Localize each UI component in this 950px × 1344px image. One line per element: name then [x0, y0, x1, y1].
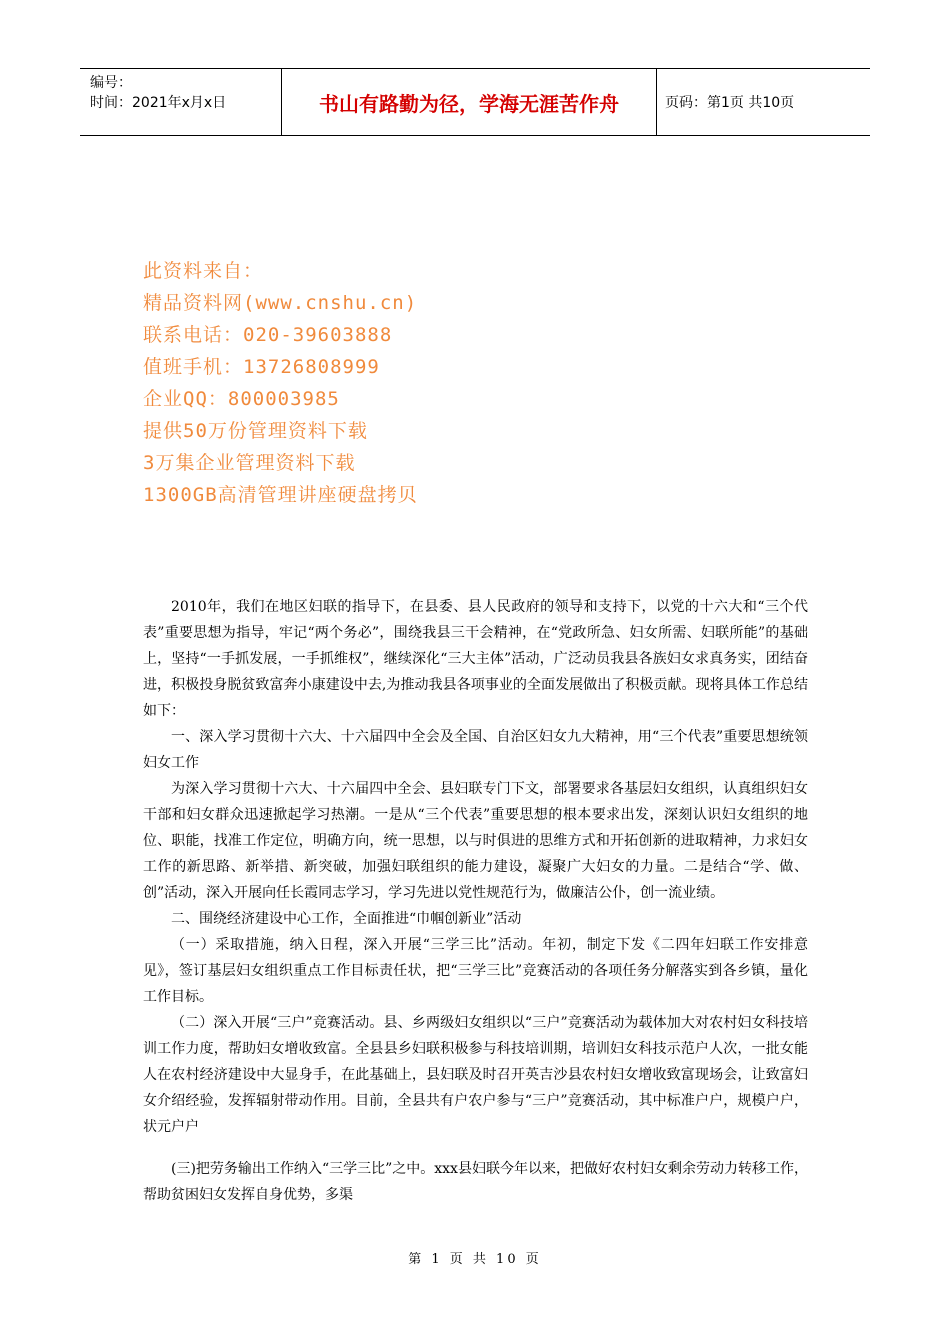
paragraph: (三)把劳务输出工作纳入“三学三比”之中。xxx县妇联今年以来，把做好农村妇女剩余劳动力转移工作，帮助贫困妇女发挥自身优势，多渠 — [143, 1161, 808, 1203]
ad-line: 联系电话：020-39603888 — [143, 324, 393, 346]
ad-line: 此资料来自： — [143, 260, 264, 282]
document-body — [143, 594, 808, 1208]
ad-line: 值班手机：13726808999 — [143, 356, 380, 378]
header-meta — [80, 69, 282, 135]
paragraph-intro: 2010年，我们在地区妇联的指导下，在县委、县人民政府的领导和支持下，以党的十六大和“三个代表”重要思想为指导，牢记“两个务必”，围绕我县三干会精神，在“党政所急、妇女所需、妇联所能”的基础上，坚持“一手抓发展，一手抓维权”，继续深化“三大主体”活动，广泛动员我县各族妇女求真务实，团结奋进，积极投身脱贫致富奔小康建设中去,为推动我县各项事业的全面发展做出了积极贡献。现将具体工作总结如下： — [143, 599, 808, 719]
number-label: 编号： — [90, 75, 132, 91]
header-motto: 书山有路勤为径，学海无涯苦作舟 — [282, 69, 657, 135]
ad-line: 精品资料网(www.cnshu.cn) — [143, 292, 418, 314]
ad-line: 企业QQ：800003985 — [143, 388, 340, 410]
page-footer: 第 1 页 共 10 页 — [408, 1252, 542, 1267]
header-page-info: 页码：第1页 共10页 — [665, 95, 795, 111]
paragraph: （二）深入开展“三户”竞赛活动。县、乡两级妇女组织以“三户”竞赛活动为载体加大对农村妇女科技培训工作力度，帮助妇女增收致富。全县县乡妇联积极参与科技培训期，培训妇女科技示范户人次，一批女能人在农村经济建设中大显身手，在此基础上，县妇联及时召开英吉沙县农村妇女增收致富现场会，让致富妇女介绍经验，发挥辐射带动作用。目前，全县共有户农户参与“三户”竞赛活动，其中标准户户，规模户户，状元户户 — [143, 1015, 808, 1135]
source-info-block — [143, 255, 418, 511]
ad-line: 提供50万份管理资料下载 — [143, 420, 368, 442]
ad-line: 3万集企业管理资料下载 — [143, 452, 356, 474]
paragraph: 为深入学习贯彻十六大、十六届四中全会、县妇联专门下文，部署要求各基层妇女组织，认真组织妇女干部和妇女群众迅速掀起学习热潮。一是从“三个代表”重要思想的根本要求出发，深刻认识妇女组织的地位、职能，找准工作定位，明确方向，统一思想，以与时俱进的思维方式和开拓创新的进取精神，力求妇女工作的新思路、新举措、新突破，加强妇联组织的能力建设，凝聚广大妇女的力量。二是结合“学、做、创”活动，深入开展向任长霞同志学习，学习先进以党性规范行为，做廉洁公仆，创一流业绩。 — [143, 781, 808, 901]
ad-line: 1300GB高清管理讲座硬盘拷贝 — [143, 484, 418, 506]
header-table — [80, 68, 870, 136]
paragraph: （一）采取措施，纳入日程，深入开展“三学三比”活动。年初，制定下发《二四年妇联工作安排意见》，签订基层妇女组织重点工作目标责任状，把“三学三比”竞赛活动的各项任务分解落实到各乡镇，量化工作目标。 — [143, 937, 808, 1005]
time-label: 时间：2021年x月x日 — [90, 95, 227, 111]
section-heading-1: 一、深入学习贯彻十六大、十六届四中全会及全国、自治区妇女九大精神，用“三个代表”重要思想统领妇女工作 — [143, 729, 808, 771]
section-heading-2: 二、围绕经济建设中心工作，全面推进“巾帼创新业”活动 — [171, 911, 522, 927]
